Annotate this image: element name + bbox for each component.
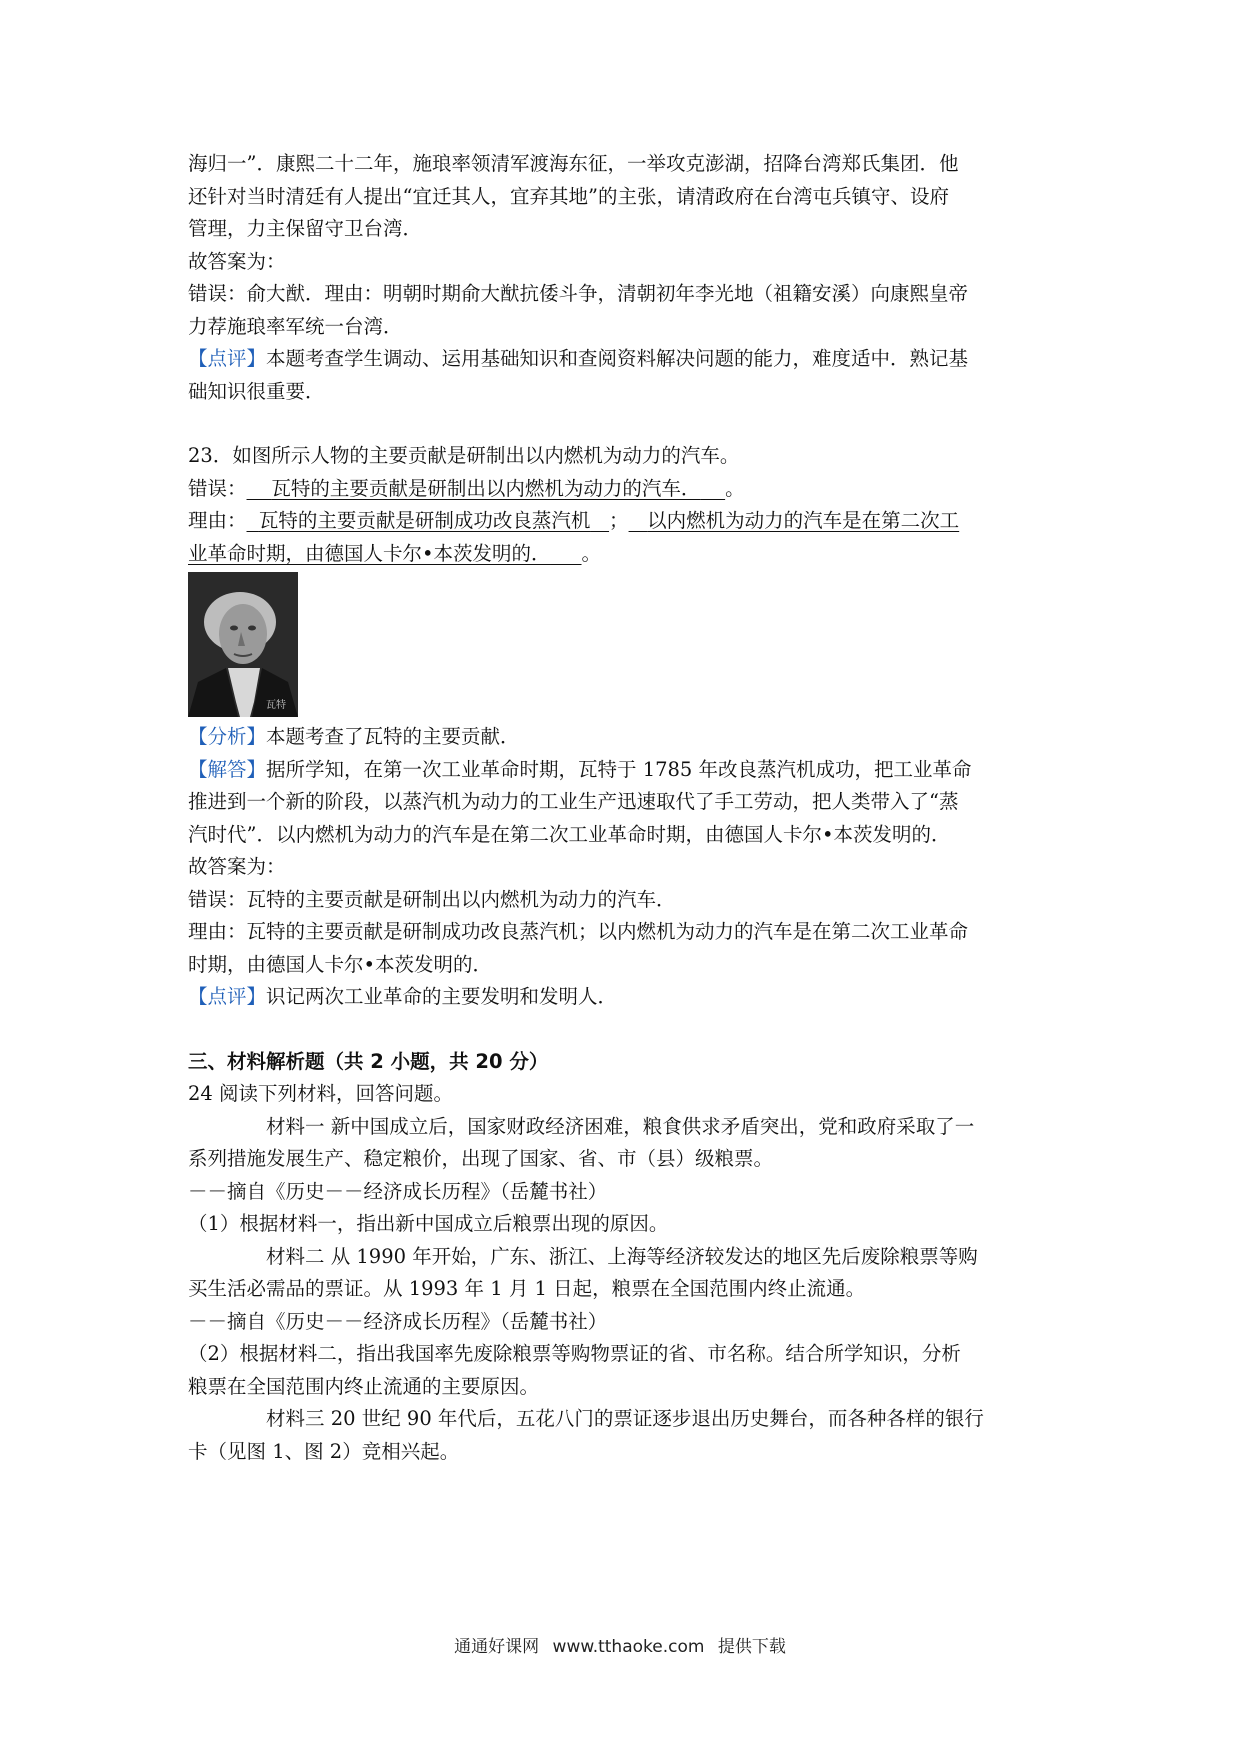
reason-label: 理由：	[188, 509, 247, 532]
solution: 【解答】据所学知，在第一次工业革命时期，瓦特于 1785 年改良蒸汽机成功，把工业革命	[188, 757, 972, 781]
question-23-reason-cont: 业革命时期，由德国人卡尔•本茨发明的． 。	[188, 541, 602, 565]
question-23-reason: 理由： 瓦特的主要贡献是研制成功改良蒸汽机 ； 以内燃机为动力的汽车是在第二次工	[188, 509, 960, 532]
material-1: 材料一 新中国成立后，国家财政经济困难，粮食供求矛盾突出，党和政府采取了一	[266, 1114, 975, 1138]
material-3: 材料三 20 世纪 90 年代后，五花八门的票证逐步退出历史舞台，而各种各样的银行	[266, 1407, 984, 1430]
question-24-stem: 24 阅读下列材料，回答问题。	[188, 1082, 454, 1105]
comment-text: 本题考查学生调动、运用基础知识和查阅资料解决问题的能力，难度适中．熟记基	[266, 347, 969, 370]
solution-line: 推进到一个新的阶段，以蒸汽机为动力的工业生产迅速取代了手工劳动，把人类带入了“蒸	[188, 790, 959, 813]
sub-question-2-cont: 粮票在全国范围内终止流通的主要原因。	[188, 1374, 540, 1398]
footer-url[interactable]: www.tthaoke.com	[552, 1637, 705, 1657]
watt-portrait-image	[188, 572, 298, 717]
prev-answer-line: 错误：俞大猷．理由：明朝时期俞大猷抗倭斗争，清朝初年李光地（祖籍安溪）向康熙皇帝	[188, 282, 969, 305]
document-body	[188, 148, 1060, 1468]
footer-site-name: 通通好课网	[454, 1637, 540, 1657]
prev-text-line: 管理，力主保留守卫台湾．	[188, 217, 423, 240]
portrait-caption: 瓦特	[266, 700, 286, 711]
answer-heading: 故答案为：	[188, 249, 286, 273]
prev-comment-cont: 础知识很重要．	[188, 379, 325, 403]
material-1-cont: 系列措施发展生产、稳定粮价，出现了国家、省、市（县）级粮票。	[188, 1147, 774, 1170]
question-23-stem: 23．如图所示人物的主要贡献是研制出以内燃机为动力的汽车。	[188, 444, 740, 467]
error-label: 错误：	[188, 476, 247, 500]
answer-reason: 理由：瓦特的主要贡献是研制成功改良蒸汽机；以内燃机为动力的汽车是在第二次工业革命	[188, 920, 969, 943]
answer-heading: 故答案为：	[188, 855, 286, 878]
material-2: 材料二 从 1990 年开始，广东、浙江、上海等经济较发达的地区先后废除粮票等购	[266, 1244, 978, 1268]
source-1: －－摘自《历史－－经济成长历程》（岳麓书社）	[188, 1179, 608, 1203]
answer-reason-cont: 时期，由德国人卡尔•本茨发明的．	[188, 952, 493, 976]
page-footer	[0, 1632, 1240, 1657]
sub-question-2: （2）根据材料二，指出我国率先废除粮票等购物票证的省、市名称。结合所学知识，分析	[188, 1342, 961, 1365]
solution-line: 汽时代”．以内燃机为动力的汽车是在第二次工业革命时期，由德国人卡尔•本茨发明的．	[188, 822, 951, 846]
material-3-cont: 卡（见图 1、图 2）竞相兴起。	[188, 1439, 460, 1463]
reason-fill-2: 以内燃机为动力的汽车是在第二次工	[647, 509, 960, 532]
prev-text-line: 还针对当时清廷有人提出“宜迁其人，宜弃其地”的主张，请清政府在台湾屯兵镇守、设府	[188, 184, 949, 208]
source-2: －－摘自《历史－－经济成长历程》（岳麓书社）	[188, 1309, 608, 1333]
analysis-tag: 【分析】	[188, 725, 267, 748]
material-2-cont: 买生活必需品的票证。从 1993 年 1 月 1 日起，粮票在全国范围内终止流通。	[188, 1277, 866, 1300]
footer-download: 提供下载	[717, 1637, 786, 1657]
prev-answer-line: 力荐施琅率军统一台湾．	[188, 314, 403, 338]
comment-tag: 【点评】	[188, 347, 267, 370]
reason-fill-1: 瓦特的主要贡献是研制成功改良蒸汽机	[258, 509, 591, 532]
prev-comment	[188, 343, 1060, 376]
comment-tag: 【点评】	[188, 985, 267, 1008]
prev-text-line: 海归一”．康熙二十二年，施琅率领清军渡海东征，一举攻克澎湖，招降台湾郑氏集团．他	[188, 152, 959, 175]
answer-error: 错误：瓦特的主要贡献是研制出以内燃机为动力的汽车．	[188, 887, 676, 911]
analysis: 【分析】本题考查了瓦特的主要贡献．	[188, 725, 520, 748]
sub-question-1: （1）根据材料一，指出新中国成立后粮票出现的原因。	[188, 1212, 669, 1235]
solution-tag: 【解答】	[188, 757, 267, 781]
section-title: 三、材料解析题（共 2 小题，共 20 分）	[188, 1049, 549, 1073]
comment: 【点评】识记两次工业革命的主要发明和发明人．	[188, 985, 618, 1008]
error-fill: 瓦特的主要贡献是研制出以内燃机为动力的汽车．	[271, 476, 701, 500]
reason-fill-2-cont: 业革命时期，由德国人卡尔•本茨发明的．	[188, 541, 551, 565]
question-23-error: 错误： 瓦特的主要贡献是研制出以内燃机为动力的汽车． 。	[188, 476, 745, 500]
